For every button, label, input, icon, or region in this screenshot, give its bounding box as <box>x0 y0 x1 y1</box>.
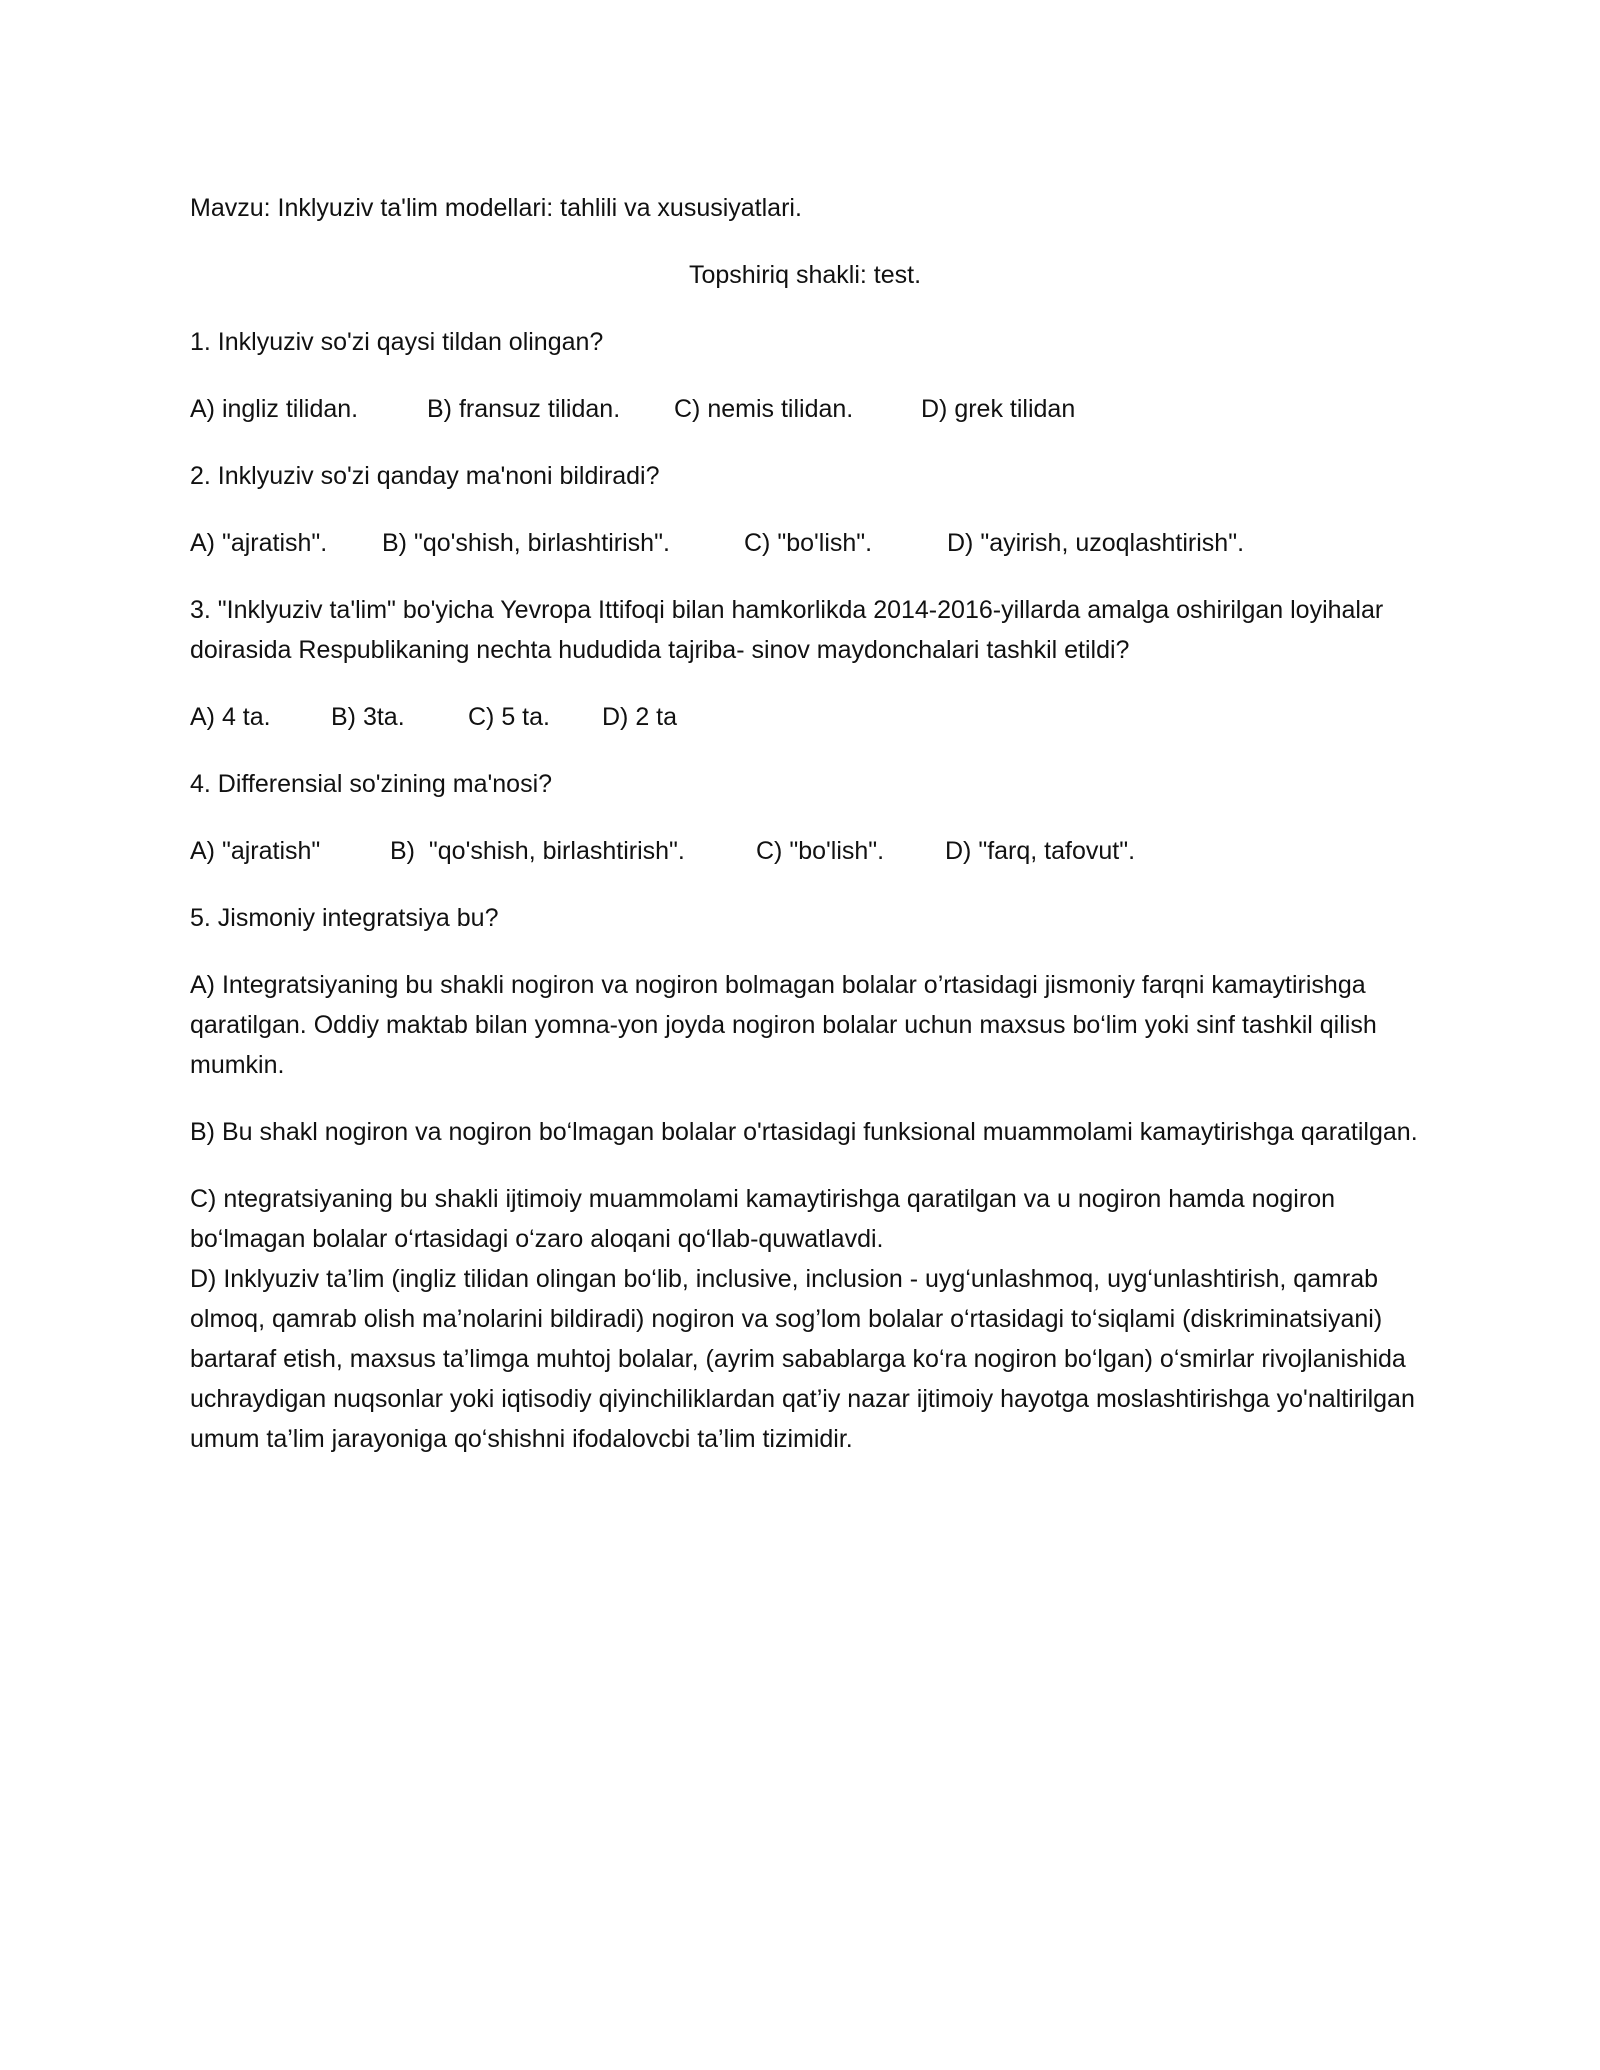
question-5-option-b: B) Bu shakl nogiron va nogiron bo‘lmagan bolalar o'rtasidagi funksional muammolami kamaytirishga qaratilgan. <box>190 1118 1418 1146</box>
question-5-option-d: D) Inklyuziv ta’lim (ingliz tilidan olingan bo‘lib, inclusive, inclusion - uyg‘unlashmoq, uyg‘unlashtirish, qamrab olmoq, qamrab olish ma’nolarini bildiradi) nogiron va sog’lom bolalar o‘rtasidagi to‘siqlami (diskriminatsiyani) bartaraf etish, maxsus ta’limga muhtoj bolalar, (ayrim sabablarga ko‘ra nogiron bo‘lgan) o‘smirlar rivojlanishida uchraydigan nuqsonlar yoki iqtisodiy qiyinchiliklardan qat’iy nazar ijtimoiy hayotga moslashtirishga yo'naltirilgan umum ta’lim jarayoniga qo‘shishni ifodalovcbi ta’lim tizimidir. <box>190 1265 1415 1453</box>
question-3-option-c: C) 5 ta. <box>468 703 550 731</box>
question-1: 1. Inklyuziv so'zi qaysi tildan olingan? <box>190 328 604 356</box>
question-1-options <box>190 389 1420 429</box>
document-body <box>190 188 1420 1486</box>
question-1-option-d: D) grek tilidan <box>921 395 1076 423</box>
question-2-options <box>190 523 1420 563</box>
question-1-option-a: A) ingliz tilidan. <box>190 395 359 423</box>
question-4-option-c: C) "bo'lish". <box>756 837 885 865</box>
question-3-options <box>190 697 1420 737</box>
question-5-option-a: A) Integratsiyaning bu shakli nogiron va nogiron bolmagan bolalar o’rtasidagi jismoniy farqni kamaytirishga qaratilgan. Oddiy maktab bilan yomna-yon joyda nogiron bolalar uchun maxsus bo‘lim yoki sinf tashkil qilish mumkin. <box>190 971 1377 1079</box>
question-4-option-b: B) "qo'shish, birlashtirish". <box>390 837 685 865</box>
question-2-option-b: B) "qo'shish, birlashtirish". <box>382 529 670 557</box>
question-4-options <box>190 831 1420 871</box>
question-4-option-a: A) "ajratish" <box>190 837 321 865</box>
question-2: 2. Inklyuziv so'zi qanday ma'noni bildiradi? <box>190 462 660 490</box>
question-2-option-d: D) "ayirish, uzoqlashtirish". <box>947 529 1245 557</box>
question-3: 3. "Inklyuziv ta'lim" bo'yicha Yevropa Ittifoqi bilan hamkorlikda 2014-2016-yillarda amalga oshirilgan loyihalar doirasida Respublikaning nechta hududida tajriba- sinov maydonchalari tashkil etildi? <box>190 596 1384 664</box>
topic-line: Mavzu: Inklyuziv ta'lim modellari: tahlili va xususiyatlari. <box>190 194 802 222</box>
question-4: 4. Differensial so'zining ma'nosi? <box>190 770 553 798</box>
question-3-option-a: A) 4 ta. <box>190 703 271 731</box>
question-2-option-c: C) "bo'lish". <box>744 529 873 557</box>
question-2-option-a: A) "ajratish". <box>190 529 328 557</box>
question-3-option-d: D) 2 ta <box>602 703 678 731</box>
question-5: 5. Jismoniy integratsiya bu? <box>190 904 499 932</box>
question-1-option-b: B) fransuz tilidan. <box>427 395 621 423</box>
question-5-option-c: C) ntegratsiyaning bu shakli ijtimoiy muammolami kamaytirishga qaratilgan va u nogiron hamda nogiron bo‘lmagan bolalar o‘rtasidagi o‘zaro aloqani qo‘llab-quwatlavdi. <box>190 1185 1335 1253</box>
question-1-option-c: C) nemis tilidan. <box>674 395 854 423</box>
question-3-option-b: B) 3ta. <box>331 703 405 731</box>
question-4-option-d: D) "farq, tafovut". <box>945 837 1136 865</box>
task-type-line: Topshiriq shakli: test. <box>688 261 922 289</box>
